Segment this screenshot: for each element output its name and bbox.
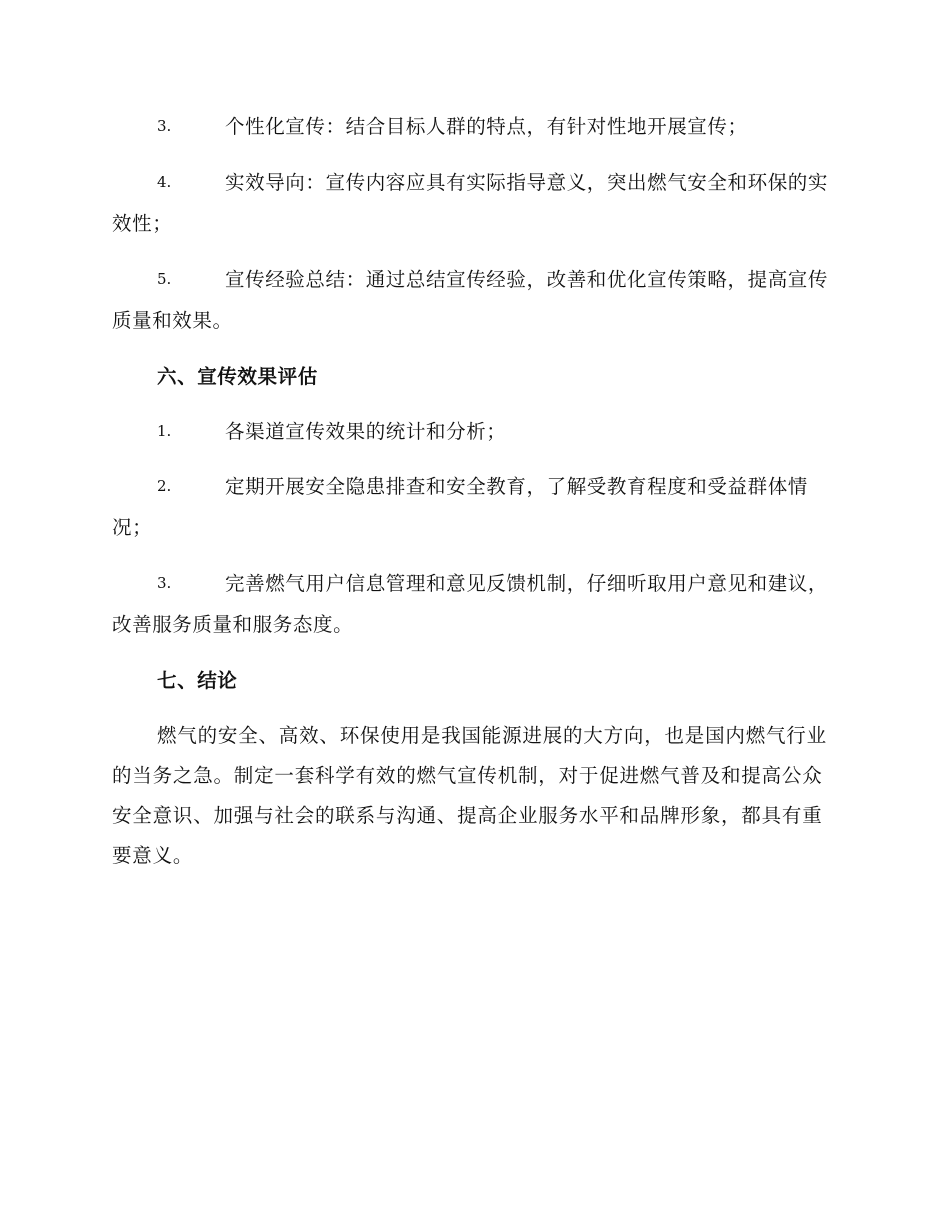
list-item-number: 2.: [157, 477, 172, 495]
section-heading: 七、结论: [157, 669, 238, 692]
list-item-text: 完善燃气用户信息管理和意见反馈机制，仔细听取用户意见和建议，改善服务质量和服务态度。: [112, 572, 829, 636]
list-item-text: 宣传经验总结：通过总结宣传经验，改善和优化宣传策略，提高宣传质量和效果。: [112, 268, 829, 332]
conclusion-paragraph: 燃气的安全、高效、环保使用是我国能源进展的大方向，也是国内燃气行业的当务之急。制定一套科学有效的燃气宣传机制，对于促进燃气普及和提高公众安全意识、加强与社会的联系与沟通、提高企业服务水平和品牌形象，都具有重要意义。: [112, 724, 827, 867]
list-item: [112, 259, 832, 341]
list-item-text: 各渠道宣传效果的统计和分析；: [225, 420, 507, 443]
list-item-number: 3.: [157, 574, 172, 592]
section-heading: 六、宣传效果评估: [157, 365, 318, 388]
list-item-number: 3.: [157, 117, 172, 135]
list-item-text: 定期开展安全隐患排查和安全教育，了解受教育程度和受益群体情况；: [112, 475, 808, 539]
list-item-text: 实效导向：宣传内容应具有实际指导意义，突出燃气安全和环保的实效性；: [112, 171, 829, 235]
list-item-number: 4.: [157, 173, 172, 191]
list-item-number: 1.: [157, 422, 172, 440]
list-item: [112, 563, 832, 645]
list-item: [112, 106, 832, 147]
list-item: [112, 466, 832, 548]
list-item: [112, 162, 832, 244]
list-item-number: 5.: [157, 270, 172, 288]
list-item: [112, 411, 832, 452]
list-item-text: 个性化宣传：结合目标人群的特点，有针对性地开展宣传；: [225, 115, 748, 138]
